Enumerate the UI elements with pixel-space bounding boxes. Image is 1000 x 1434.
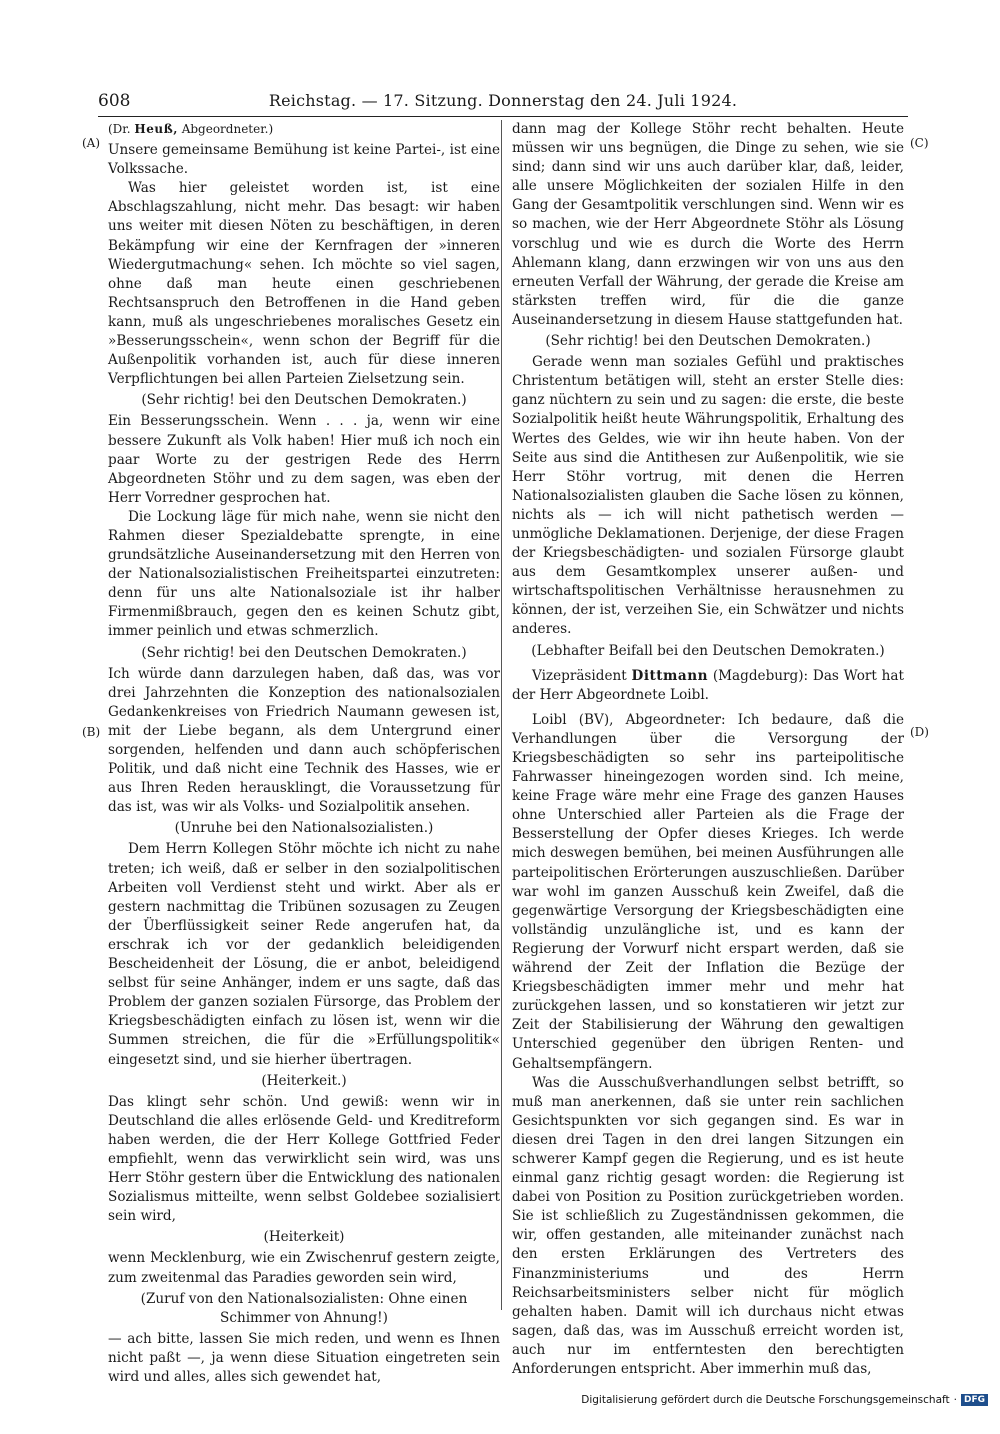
page-header xyxy=(98,91,908,113)
speaker-tag xyxy=(108,120,500,139)
margin-mark-d: (D) xyxy=(910,725,929,739)
interjection: (Sehr richtig! bei den Deutschen Demokraten.) xyxy=(141,644,467,661)
paragraph: Die Lockung läge für mich nahe, wenn sie nicht den Rahmen dieser Spezialdebatte sprengte, in eine grundsätzliche Auseinandersetzung mit den Herren von der Nationalsozialistischen Freiheitspartei einzutreten: denn für uns alte Nationalsoziale ist ihr halber Firmenmißbrauch, gegen den es keinen Schutz gibt, immer peinlich und etwas schmerzlich. xyxy=(108,508,500,640)
dfg-logo-icon: DFG xyxy=(961,1394,988,1406)
paragraph: Das klingt sehr schön. Und gewiß: wenn wir in Deutschland die alles erlösende Geld- und Kreditreform haben werden, die der Herr Kollege Gottfried Feder empfiehlt, wenn das verwirklicht sein wird, was uns Herr Stöhr gestern über die Entwicklung des nationalen Sozialismus mitteilte, wenn selbst Goldebee sozialisiert sein wird, xyxy=(108,1093,500,1225)
vp-role: Vizepräsident xyxy=(532,667,627,684)
interjection: (Heiterkeit) xyxy=(263,1229,345,1246)
paragraph: Ich würde dann darzulegen haben, daß das, was vor drei Jahrzehnten die Konzeption des nationalsozialen Gedankenkreises von Friedrich Naumann gewesen ist, mit der Liebe begann, als dem Untergrund einer sorgenden, helfenden und dann auch schöpferischen Politik, und daß nicht eine Technik des Hasses, wie er aus Ihren Reden herausklingt, die Voraussetzung für das ist, was wir als Volks- und Sozialpolitik ansehen. xyxy=(108,665,500,816)
interjection: (Heiterkeit.) xyxy=(261,1072,347,1089)
interjection: (Lebhafter Beifall bei den Deutschen Demokraten.) xyxy=(531,642,885,659)
interjection: (Unruhe bei den Nationalsozialisten.) xyxy=(174,820,434,837)
interjection: (Sehr richtig! bei den Deutschen Demokraten.) xyxy=(141,392,467,409)
vp-rest: (Magdeburg): Das Wort hat der Herr Abgeordnete Loibl. xyxy=(512,667,904,703)
paragraph: Unsere gemeinsame Bemühung ist keine Partei-, ist eine Volkssache. xyxy=(108,142,500,178)
paragraph: Loibl (BV), Abgeordneter: Ich bedaure, daß die Verhandlungen über die Versorgung der Kriegsbeschädigten so sehr ins parteipolitische Fahrwasser hineingezogen worden sind. Ich meine, keine Frage wäre mehr eine Frage des ganzen Hauses ohne Unterschied aller Parteien als die Frage der Besserstellung der Opfer dieses Krieges. Ich werde mich deswegen bemühen, bei meinen Ausführungen alle parteipolitischen Erörterungen auszuschließen. Darüber war wohl im ganzen Ausschuß kein Zweifel, daß die gegenwärtige Versorgung der Kriegsbeschädigten eine vollständig unzulängliche ist, und es kann der Regierung der Vorwurf nicht erspart werden, daß sie während der Zeit der Inflation die Bezüge der Kriegsbeschädigten immer mehr und mehr hat zurückgehen lassen, und so konstatieren wir jetzt zur Zeit der Stabilisierung der Währung den gewaltigen Unterschied gegenüber den übrigen Renten- und Gehaltsempfängern. xyxy=(512,711,904,1072)
margin-mark-a: (A) xyxy=(82,136,101,150)
speaker-role: Abgeordneter.) xyxy=(181,122,274,136)
paragraph: wenn Mecklenburg, wie ein Zwischenruf gestern zeigte, zum zweitenmal das Paradies geworden sein wird, xyxy=(108,1250,500,1286)
margin-mark-c: (C) xyxy=(910,136,929,150)
interjection: (Zuruf von den Nationalsozialisten: Ohne einen Schimmer von Ahnung!) xyxy=(140,1290,468,1326)
page-number: 608 xyxy=(98,91,131,111)
vp-name: Dittmann xyxy=(631,667,709,684)
paragraph: Was die Ausschußverhandlungen selbst betrifft, so muß man anerkennen, daß sie unter rein sachlichen Gesichtspunkten vor sich gegangen sind. Es war in diesen drei Tagen in den drei langen Sitzungen ein schwerer Kampf gegen die Regierung, und es ist heute einmal ganz richtig gesagt worden: die Regierung ist dabei von Position zu Position zurückgetrieben worden. Sie ist schließlich zu Zugeständnissen gekommen, die wir, offen gestanden, alle miteinander zunächst nach den ersten Erklärungen des Vertreters des Finanzministeriums und des Herrn Reichsarbeitsministers selber nicht für möglich gehalten haben. Damit will ich durchaus nicht etwas sagen, daß das, was im Ausschuß erreicht worden ist, auch nur im entferntesten den berechtigten Anforderungen entspricht. Aber immerhin muß das, xyxy=(512,1074,904,1377)
paragraph: dann mag der Kollege Stöhr recht behalten. Heute müssen wir uns begnügen, die Dinge zu sehen, wie sie sind; dann sind wir uns auch darüber klar, daß, leider, alle unsere Möglichkeiten der sozialen Hilfe in den Gang der Gesamtpolitik verschlungen sind. Wenn wir es so machen, wie der Herr Abgeordnete Stöhr als Lösung vorschlug und wie es durch die Worte des Herrn Ahlemann klang, dann erzwingen wir von uns aus den erneuten Verfall der Währung, der gerade die Kreise am stärksten treffen wird, für die die ganze Auseinandersetzung in diesem Hause stattgefunden hat. xyxy=(512,121,904,328)
footer xyxy=(581,1394,988,1406)
header-rule xyxy=(98,116,908,117)
paragraph: Ein Besserungsschein. Wenn . . . ja, wenn wir eine bessere Zukunft als Volk haben! Hier muß ich noch ein paar Worte zu der gestrigen Rede des Herrn Abgeordneten Stöhr und zu dem sagen, was eben der Herr Vorredner gesprochen hat. xyxy=(108,413,500,506)
right-column xyxy=(512,120,904,1379)
footer-text: Digitalisierung gefördert durch die Deutsche Forschungsgemeinschaft xyxy=(581,1394,950,1406)
speaker-name: Heuß, xyxy=(134,122,178,136)
left-column xyxy=(108,120,500,1387)
interjection: (Sehr richtig! bei den Deutschen Demokraten.) xyxy=(545,333,871,350)
column-divider xyxy=(501,120,502,1310)
paragraph: — ach bitte, lassen Sie mich reden, und wenn es Ihnen nicht paßt —, ja wenn diese Situation eingetreten sein wird und alles, alles sich gewendet hat, xyxy=(108,1330,500,1385)
margin-mark-b: (B) xyxy=(82,725,101,739)
paragraph: Dem Herrn Kollegen Stöhr möchte ich nicht zu nahe treten; ich weiß, daß er selber in den sozialpolitischen Arbeiten voll Verdienst steht und wirkt. Aber als er gestern nachmittag die Tribünen sozusagen zu Zeugen der Überflüssigkeit seiner Rede angerufen hat, da erschrak ich vor der gedanklich beleidigenden Bescheidenheit der Lösung, die er anbot, beleidigend selbst für seine Anhänger, indem er uns sagte, daß das Problem der ganzen sozialen Fürsorge, das Problem der Kriegsbeschädigten einfach zu lösen ist, wenn wir die Summen streichen, die für die »Erfüllungspolitik« eingesetzt sind, und sie hierher übertragen. xyxy=(108,841,500,1068)
footer-dot: · xyxy=(953,1394,957,1406)
speaker-tag-open: (Dr. xyxy=(108,122,131,136)
paragraph: Was hier geleistet worden ist, ist eine Abschlagszahlung, nicht mehr. Das besagt: wir haben uns weiter mit diesen Nöten zu beschäftigen, in deren Bekämpfung wir eine der Kernfragen der »inneren Wiedergutmachung« sehen. Ich möchte so viel sagen, ohne daß man heute einen geschriebenen Rechtsanspruch den Betroffenen in die Hand geben kann, muß als ungeschriebenes moralisches Gesetz ein »Besserungsschein«, wenn schon der Begriff für die Außenpolitik vorhanden ist, auch für diese inneren Verpflichtungen bei allen Parteien Zielsetzung sein. xyxy=(108,180,500,388)
paragraph: Gerade wenn man soziales Gefühl und praktisches Christentum betätigen will, steht an erster Stelle dies: ganz nüchtern zu sein und zu sagen: die erste, die beste Sozialpolitik heißt heute Währungspolitik, Erhaltung des Wertes des Geldes, wie wir ihn heute haben. Von der Seite aus sind die Antithesen zur Außenpolitik, wie sie Herr Stöhr vortrug, mit denen die Herren Nationalsozialisten glauben die Sache lösen zu können, nichts als — ich will nicht pathetisch werden — unmögliche Deklamationen. Derjenige, der diese Fragen der Kriegsbeschädigten- und sozialen Fürsorge glaubt aus dem Gesamtkomplex unserer außen- und wirtschaftspolitischen Verhältnisse herausnehmen zu können, der ist, verzeihen Sie, ein Schwätzer und nichts anderes. xyxy=(512,354,904,638)
vice-president-line xyxy=(512,667,904,705)
header-title: Reichstag. — 17. Sitzung. Donnerstag den 24. Juli 1924. xyxy=(268,91,738,110)
